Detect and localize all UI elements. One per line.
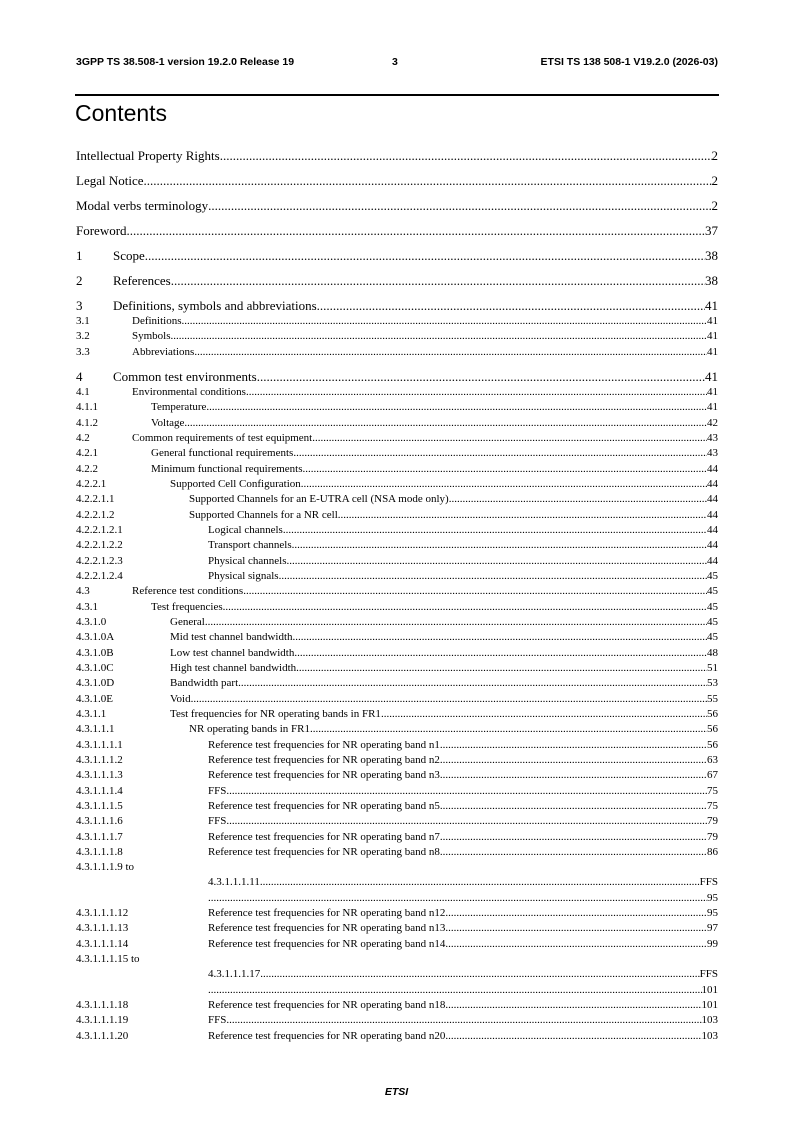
toc-entry-title: Reference test frequencies for NR operating band n5 [208, 799, 440, 812]
toc-entry-number: 4.3.1.1.1.3 [76, 769, 123, 782]
toc-dot-leader [194, 345, 707, 360]
toc-entry[interactable] [76, 646, 718, 661]
toc-entry-page: 53 [707, 677, 718, 690]
toc-entry-page: 63 [707, 753, 718, 766]
toc-dot-leader [208, 198, 711, 214]
toc-entry-page: 48 [707, 646, 718, 659]
toc-entry-title: Definitions, symbols and abbreviations [113, 298, 317, 313]
toc-entry-page: 95 [707, 907, 718, 920]
toc-entry-page: 44 [707, 554, 718, 567]
toc-entry-page: 38 [705, 248, 718, 263]
toc-entry-page: 55 [707, 692, 718, 705]
toc-entry[interactable] [76, 523, 718, 538]
toc-entry-title: General [170, 615, 205, 628]
toc-entry-page: 2 [711, 148, 718, 163]
toc-entry-number: 4.2.2.1.2 [76, 508, 115, 521]
header-page-number: 3 [392, 56, 398, 68]
toc-entry-title: Common requirements of test equipment [132, 431, 313, 444]
toc-entry[interactable] [76, 830, 718, 845]
toc-entry-page: 41 [707, 345, 718, 358]
toc-entry-number: 4.3.1.1.1.15 to [76, 953, 140, 966]
toc-entry-page: 37 [705, 223, 718, 238]
toc-entry-title: Reference test conditions [132, 585, 244, 598]
toc-entry-title: Reference test frequencies for NR operating band n7 [208, 830, 440, 843]
toc-entry[interactable] [76, 385, 718, 400]
toc-entry-number: 4.3.1.1.1.18 [76, 999, 129, 1012]
toc-entry-page: 56 [707, 707, 718, 720]
toc-entry-title: Common test environments [113, 368, 257, 384]
toc-entry[interactable] [76, 784, 718, 799]
toc-entry-page: 44 [707, 493, 718, 506]
toc-entry-number: 4.2.2.1.2.3 [76, 554, 123, 567]
toc-entry-page: 41 [707, 315, 718, 327]
toc-entry-page: 103 [701, 1029, 718, 1042]
toc-entry-title: FFS [208, 784, 227, 797]
toc-dot-leader [445, 937, 707, 952]
toc-dot-leader [243, 584, 707, 599]
toc-entry[interactable] [76, 707, 718, 722]
toc-entry[interactable] [76, 615, 718, 630]
toc-entry-number: 4.2.2.1 [76, 477, 107, 490]
toc-entry-title: Symbols [132, 330, 171, 343]
toc-entry-title: Supported Channels for an E-UTRA cell (NSA mode only) [189, 493, 449, 506]
toc-entry-page: 101 [701, 983, 718, 996]
toc-entry[interactable] [76, 416, 718, 431]
toc-entry-title: Reference test frequencies for NR operating band n13 [208, 922, 446, 935]
toc-entry-page: 38 [705, 273, 718, 288]
toc-dot-leader [208, 983, 702, 998]
toc-dot-leader [381, 707, 707, 722]
toc-entry-number: 3.1 [76, 315, 90, 327]
toc-dot-leader [445, 1029, 701, 1044]
toc-dot-leader [293, 630, 707, 645]
toc-dot-leader [208, 891, 707, 906]
toc-entry-number: 4.3.1.1 [76, 707, 107, 720]
toc-entry[interactable] [76, 569, 718, 584]
toc-entry[interactable] [76, 492, 718, 507]
toc-entry-title: Logical channels [208, 523, 283, 536]
toc-entry[interactable] [76, 329, 718, 344]
toc-dot-leader [223, 600, 707, 615]
toc-entry-title: Intellectual Property Rights [76, 148, 220, 163]
toc-dot-leader [260, 875, 700, 890]
toc-dot-leader [260, 967, 699, 982]
toc-entry-number: 4.1.1 [76, 401, 98, 414]
toc-dot-leader [145, 248, 705, 264]
toc-entry[interactable] [76, 369, 718, 385]
toc-entry-page: 51 [707, 661, 718, 674]
toc-entry-page: 97 [707, 922, 718, 935]
toc-entry-title: Definitions [132, 315, 182, 327]
toc-entry-page: 44 [707, 508, 718, 521]
toc-entry[interactable] [76, 661, 718, 676]
toc-dot-leader [226, 814, 707, 829]
toc-entry-title: Reference test frequencies for NR operating band n1 [208, 738, 440, 751]
toc-entry-page: 75 [707, 784, 718, 797]
toc-entry-number: 4.3.1 [76, 600, 98, 613]
toc-dot-leader [226, 1013, 701, 1028]
toc-entry-title: Supported Channels for a NR cell [189, 508, 338, 521]
toc-entry-number: 4.3.1.1.1.1 [76, 738, 123, 751]
toc-entry[interactable] [76, 462, 718, 477]
header-etsi-reference: ETSI TS 138 508-1 V19.2.0 (2026-03) [540, 56, 718, 68]
toc-entry-title: 4.3.1.1.1.17 [208, 968, 261, 981]
toc-entry-page: 41 [705, 298, 718, 313]
toc-entry[interactable] [76, 554, 718, 569]
toc-entry[interactable] [76, 400, 718, 415]
toc-dot-leader [317, 298, 705, 314]
toc-entry-title: Bandwidth part [170, 677, 239, 690]
toc-entry-title: Legal Notice [76, 173, 144, 188]
toc-entry[interactable] [76, 298, 718, 314]
toc-entry-page: 44 [707, 539, 718, 552]
toc-entry-title: Voltage [151, 416, 185, 429]
toc-dot-leader [440, 845, 707, 860]
toc-entry-number: 2 [76, 273, 83, 288]
toc-entry-title: Mid test channel bandwidth [170, 631, 293, 644]
toc-entry-number: 4.3.1.0 [76, 615, 107, 628]
toc-dot-leader [279, 569, 707, 584]
toc-entry[interactable] [76, 1029, 718, 1044]
toc-dot-leader [303, 462, 707, 477]
toc-dot-leader [445, 906, 707, 921]
toc-entry[interactable] [76, 998, 718, 1013]
toc-dot-leader [205, 615, 707, 630]
toc-dot-leader [294, 646, 707, 661]
toc-entry-number: 4.3.1.1.1.7 [76, 830, 123, 843]
toc-entry-number: 4.2 [76, 431, 90, 444]
toc-entry-title: Physical signals [208, 569, 279, 582]
toc-dot-leader [293, 446, 707, 461]
toc-entry[interactable] [76, 1013, 718, 1028]
toc-entry[interactable] [76, 860, 718, 875]
toc-dot-leader [144, 173, 712, 189]
toc-entry[interactable] [76, 952, 718, 967]
toc-entry[interactable] [76, 799, 718, 814]
toc-dot-leader [283, 523, 707, 538]
toc-entry-title: Environmental conditions [132, 385, 246, 398]
toc-entry-page: 41 [705, 368, 718, 384]
toc-dot-leader [184, 416, 707, 431]
toc-entry[interactable] [76, 223, 718, 239]
toc-entry-title: Modal verbs terminology [76, 198, 209, 213]
toc-entry-title: Reference test frequencies for NR operating band n14 [208, 937, 446, 950]
toc-dot-leader [220, 148, 712, 164]
toc-entry-number: 4.2.1 [76, 447, 98, 460]
toc-entry-title: Physical channels [208, 554, 287, 567]
toc-dot-leader [296, 661, 707, 676]
toc-entry-title: FFS [208, 1014, 227, 1027]
toc-entry[interactable] [76, 630, 718, 645]
toc-dot-leader [287, 554, 707, 569]
toc-entry-page: 45 [707, 615, 718, 628]
toc-entry-page: 43 [707, 447, 718, 460]
toc-entry-title: Reference test frequencies for NR operating band n12 [208, 907, 446, 920]
toc-entry-number: 4.2.2.1.1 [76, 493, 115, 506]
toc-entry[interactable] [76, 508, 718, 523]
toc-entry-number: 4.3.1.0D [76, 677, 115, 690]
toc-entry-number: 4.3.1.1.1.19 [76, 1014, 129, 1027]
toc-entry-number: 4 [76, 368, 83, 384]
toc-entry-title: Foreword [76, 223, 127, 238]
toc-dot-leader [171, 273, 705, 289]
toc-entry-number: 4.3 [76, 585, 90, 598]
toc-entry-page: 45 [707, 585, 718, 598]
toc-entry-number: 4.3.1.1.1.6 [76, 815, 123, 828]
toc-entry-title: Abbreviations [132, 345, 195, 358]
toc-entry-number: 4.3.1.1.1.12 [76, 907, 129, 920]
toc-dot-leader [206, 400, 707, 415]
toc-entry[interactable] [76, 738, 718, 753]
toc-dot-leader [449, 492, 707, 507]
toc-entry[interactable] [76, 845, 718, 860]
toc-entry[interactable] [76, 692, 718, 707]
toc-entry[interactable] [76, 446, 718, 461]
toc-entry-title: Supported Cell Configuration [170, 477, 301, 490]
toc-entry[interactable] [76, 477, 718, 492]
toc-entry-title: Minimum functional requirements [151, 462, 303, 475]
header-spec-version: 3GPP TS 38.508-1 version 19.2.0 Release 19 [76, 56, 295, 68]
toc-entry-title: FFS [208, 815, 227, 828]
toc-dot-leader [440, 830, 707, 845]
toc-entry-title: Low test channel bandwidth [170, 646, 295, 659]
toc-entry-page: 41 [707, 401, 718, 414]
toc-entry[interactable] [76, 906, 718, 921]
toc-entry[interactable] [76, 538, 718, 553]
toc-entry-page: 2 [711, 173, 718, 188]
toc-entry-page: 79 [707, 815, 718, 828]
toc-entry-page: 41 [707, 330, 718, 343]
toc-entry-page: 45 [707, 631, 718, 644]
toc-dot-leader [445, 921, 707, 936]
toc-entry-page: 2 [711, 198, 718, 213]
toc-entry-page: FFS [699, 968, 718, 981]
toc-entry-title: Scope [113, 248, 145, 263]
toc-entry-page: 44 [707, 477, 718, 490]
toc-entry[interactable] [76, 248, 718, 264]
toc-dot-leader [246, 385, 707, 400]
toc-dot-leader [292, 538, 707, 553]
toc-entry-number: 1 [76, 248, 83, 263]
toc-entry[interactable] [76, 722, 718, 737]
toc-dot-leader [310, 722, 707, 737]
toc-entry-number: 4.3.1.1.1.5 [76, 799, 123, 812]
toc-entry-page: 86 [707, 845, 718, 858]
toc-entry-number: 4.3.1.1.1.2 [76, 753, 123, 766]
toc-entry-title: Temperature [151, 401, 207, 414]
toc-entry-number: 4.3.1.0C [76, 661, 114, 674]
toc-entry[interactable] [76, 600, 718, 615]
header-divider [75, 94, 719, 96]
toc-entry-number: 4.3.1.1.1.13 [76, 922, 129, 935]
toc-dot-leader [301, 477, 707, 492]
toc-entry-title: References [113, 273, 171, 288]
toc-dot-leader [440, 753, 707, 768]
toc-entry-title: Void [170, 692, 191, 705]
toc-entry-page: 41 [707, 385, 718, 398]
toc-entry-title: Transport channels [208, 539, 292, 552]
toc-entry-page: 56 [707, 723, 718, 736]
toc-entry-title: 4.3.1.1.1.11 [208, 876, 260, 889]
toc-entry-number: 4.3.1.1.1 [76, 723, 115, 736]
toc-entry[interactable] [76, 584, 718, 599]
toc-entry-number: 4.2.2.1.2.2 [76, 539, 123, 552]
toc-entry[interactable] [76, 983, 718, 998]
toc-entry-number: 4.1 [76, 385, 90, 398]
toc-entry-title: Reference test frequencies for NR operating band n2 [208, 753, 440, 766]
toc-entry-title: High test channel bandwidth [170, 661, 297, 674]
toc-entry[interactable] [76, 173, 718, 189]
toc-entry[interactable] [76, 921, 718, 936]
toc-entry-title: Reference test frequencies for NR operating band n20 [208, 1029, 446, 1042]
toc-entry-page: 103 [701, 1014, 718, 1027]
toc-entry-title: Test frequencies [151, 600, 223, 613]
toc-entry[interactable] [76, 937, 718, 952]
toc-entry-page: 67 [707, 769, 718, 782]
toc-dot-leader [312, 431, 707, 446]
toc-dot-leader [440, 768, 707, 783]
toc-entry-page: 101 [701, 999, 718, 1012]
toc-entry-number: 4.3.1.1.1.20 [76, 1029, 129, 1042]
toc-entry-number: 4.3.1.0A [76, 631, 115, 644]
toc-entry[interactable] [76, 273, 718, 289]
toc-dot-leader [182, 314, 708, 329]
page-title: Contents [75, 100, 168, 126]
toc-entry[interactable] [76, 198, 718, 214]
toc-entry[interactable] [76, 676, 718, 691]
toc-entry-title: NR operating bands in FR1 [189, 723, 310, 736]
toc-entry-number: 3.3 [76, 345, 90, 358]
toc-entry-number: 4.2.2.1.2.4 [76, 569, 123, 582]
toc-dot-leader [171, 329, 707, 344]
toc-entry-number: 4.3.1.0B [76, 646, 114, 659]
toc-dot-leader [238, 676, 707, 691]
toc-entry-page: 42 [707, 416, 718, 429]
toc-dot-leader [257, 369, 705, 385]
toc-entry[interactable] [76, 345, 718, 360]
toc-entry[interactable] [76, 148, 718, 164]
toc-entry-page: 45 [707, 600, 718, 613]
toc-dot-leader [226, 784, 707, 799]
toc-dot-leader [127, 223, 705, 239]
toc-entry[interactable] [76, 875, 718, 890]
toc-entry[interactable] [76, 967, 718, 982]
toc-entry-page: 44 [707, 462, 718, 475]
table-of-contents [76, 139, 718, 1044]
toc-entry-number: 4.3.1.1.1.14 [76, 937, 129, 950]
toc-entry[interactable] [76, 431, 718, 446]
toc-entry-title: Reference test frequencies for NR operating band n8 [208, 845, 440, 858]
toc-entry-page: 45 [707, 569, 718, 582]
toc-entry-number: 3.2 [76, 330, 90, 343]
toc-entry-page: 95 [707, 891, 718, 904]
toc-entry-title: General functional requirements [151, 447, 294, 460]
toc-entry-page: 75 [707, 799, 718, 812]
toc-entry-number: 4.3.1.0E [76, 692, 113, 705]
toc-entry-page: 56 [707, 738, 718, 751]
toc-entry-page: FFS [699, 876, 718, 889]
toc-entry-number: 4.2.2 [76, 462, 98, 475]
toc-dot-leader [191, 692, 707, 707]
toc-entry-title: Test frequencies for NR operating bands in FR1 [170, 707, 381, 720]
toc-dot-leader [440, 738, 707, 753]
toc-entry[interactable] [76, 814, 718, 829]
toc-entry-page: 79 [707, 830, 718, 843]
toc-entry-number: 3 [76, 298, 83, 313]
toc-entry-number: 4.2.2.1.2.1 [76, 523, 123, 536]
toc-entry-page: 43 [707, 431, 718, 444]
footer-etsi: ETSI [384, 1086, 409, 1098]
toc-dot-leader [338, 508, 707, 523]
toc-entry-page: 99 [707, 937, 718, 950]
toc-entry[interactable] [76, 768, 718, 783]
toc-entry-number: 4.3.1.1.1.4 [76, 784, 123, 797]
toc-entry-number: 4.3.1.1.1.9 to [76, 861, 135, 874]
toc-entry-number: 4.1.2 [76, 416, 98, 429]
toc-entry-number: 4.3.1.1.1.8 [76, 845, 123, 858]
toc-entry-title: Reference test frequencies for NR operating band n3 [208, 769, 440, 782]
toc-entry-title: Reference test frequencies for NR operating band n18 [208, 999, 446, 1012]
toc-entry[interactable] [76, 753, 718, 768]
toc-entry[interactable] [76, 891, 718, 906]
toc-entry-page: 44 [707, 523, 718, 536]
toc-dot-leader [440, 799, 707, 814]
toc-entry[interactable] [76, 314, 718, 329]
toc-dot-leader [445, 998, 701, 1013]
